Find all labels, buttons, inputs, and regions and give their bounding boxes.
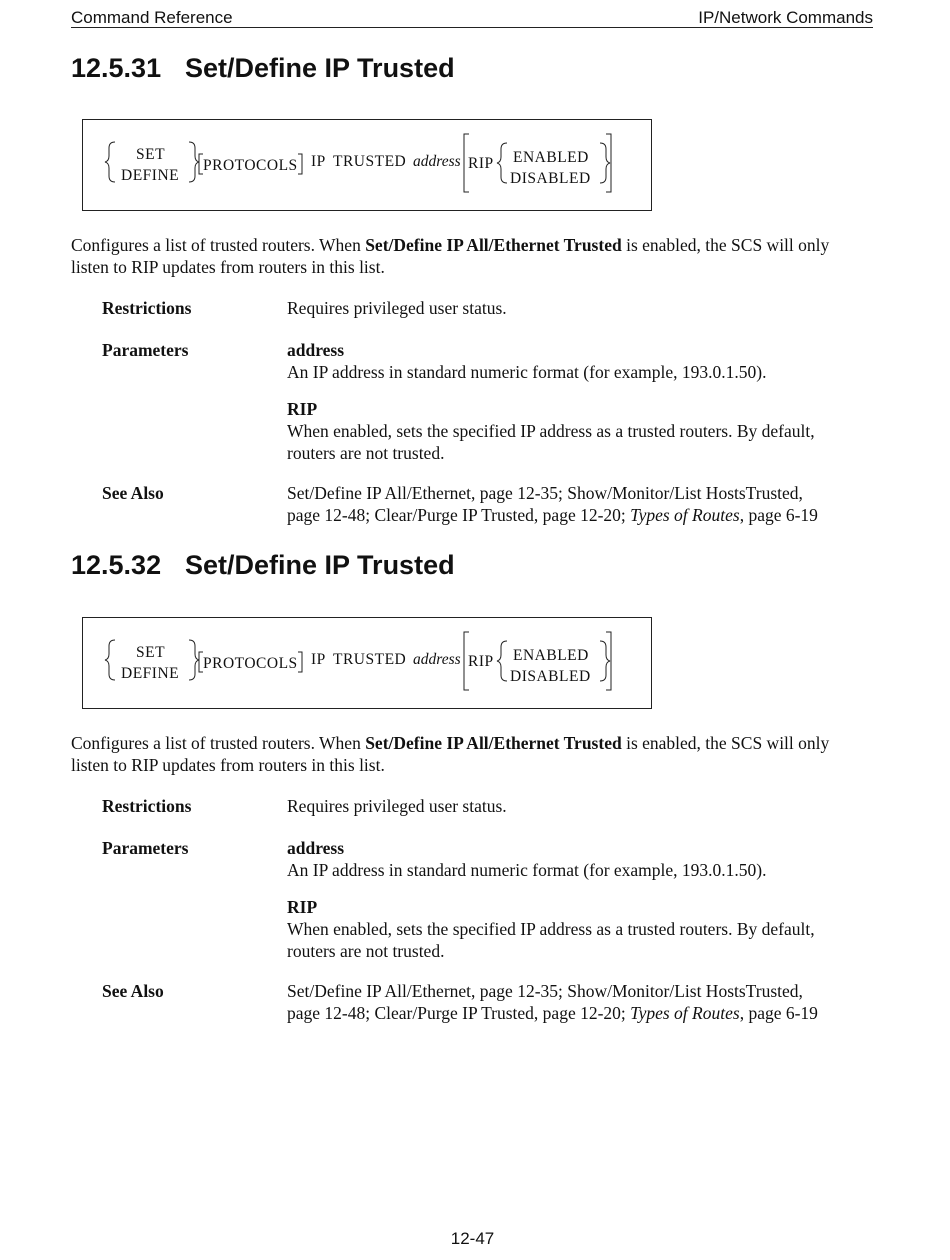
see-also-label: See Also [102, 483, 164, 503]
syntax-disabled: DISABLED [510, 170, 591, 187]
see-also-line2: page 12-48; Clear/Purge IP Trusted, page 12-20; [287, 1003, 631, 1023]
syntax-enabled: ENABLED [513, 647, 589, 664]
syntax-protocols: PROTOCOLS [203, 655, 298, 672]
section-title: Set/Define IP Trusted [185, 550, 455, 580]
restrictions-label: Restrictions [102, 796, 192, 816]
restrictions-label: Restrictions [102, 298, 192, 318]
see-also-line2: page 12-48; Clear/Purge IP Trusted, page 12-20; [287, 505, 631, 525]
parameter-description: An IP address in standard numeric format (for example, 193.0.1.50). [287, 362, 767, 382]
syntax-protocols: PROTOCOLS [203, 157, 298, 174]
syntax-box [82, 617, 652, 709]
restrictions-text: Requires privileged user status. [287, 298, 507, 318]
section-heading [71, 53, 881, 87]
syntax-address: address [413, 153, 461, 170]
parameter-name: RIP [287, 897, 318, 917]
desc-command: Set/Define IP All/Ethernet Trusted [365, 733, 622, 753]
syntax-trusted: TRUSTED [333, 651, 407, 668]
see-also-italic: Types of Routes [630, 505, 740, 525]
syntax-rip: RIP [468, 155, 494, 172]
restrictions-text: Requires privileged user status. [287, 796, 507, 816]
header-left: Command Reference [71, 8, 233, 27]
section-number: 12.5.31 [71, 53, 162, 83]
syntax-trusted: TRUSTED [333, 153, 407, 170]
see-also-line2-end: , page 6-19 [739, 505, 818, 525]
see-also-line1: Set/Define IP All/Ethernet, page 12-35; Show/Monitor/List HostsTrusted, [287, 981, 803, 1001]
syntax-ip: IP [311, 651, 326, 668]
syntax-address: address [413, 651, 461, 668]
desc-text-post: is enabled, the SCS will only [621, 733, 830, 753]
see-also-line1: Set/Define IP All/Ethernet, page 12-35; Show/Monitor/List HostsTrusted, [287, 483, 803, 503]
command-section-1 [71, 53, 881, 525]
section-description [71, 732, 879, 776]
desc-text-line2: listen to RIP updates from routers in this list. [71, 257, 385, 277]
parameter-address [287, 339, 887, 383]
parameters-label: Parameters [102, 340, 189, 360]
syntax-rip: RIP [468, 653, 494, 670]
see-also-label: See Also [102, 981, 164, 1001]
command-section-2 [71, 550, 881, 1023]
parameter-description-line1: When enabled, sets the specified IP address as a trusted routers. By default, [287, 421, 815, 441]
syntax-set: SET [136, 644, 166, 661]
header-right: IP/Network Commands [698, 8, 873, 27]
desc-text-pre: Configures a list of trusted routers. When [71, 235, 366, 255]
parameter-name: RIP [287, 399, 318, 419]
page-number: 12-47 [450, 1229, 495, 1248]
parameter-rip [287, 398, 887, 464]
desc-text-line2: listen to RIP updates from routers in this list. [71, 755, 385, 775]
syntax-define: DEFINE [121, 665, 180, 682]
section-title: Set/Define IP Trusted [185, 53, 455, 83]
section-description [71, 234, 879, 278]
parameter-description-line2: routers are not trusted. [287, 941, 445, 961]
desc-command: Set/Define IP All/Ethernet Trusted [365, 235, 622, 255]
desc-text-pre: Configures a list of trusted routers. When [71, 733, 366, 753]
parameter-address [287, 837, 887, 881]
section-number: 12.5.32 [71, 550, 162, 580]
syntax-set: SET [136, 146, 166, 163]
parameters-label: Parameters [102, 838, 189, 858]
parameter-description-line1: When enabled, sets the specified IP address as a trusted routers. By default, [287, 919, 815, 939]
see-also-italic: Types of Routes [630, 1003, 740, 1023]
syntax-disabled: DISABLED [510, 668, 591, 685]
parameter-name: address [287, 340, 345, 360]
parameter-description: An IP address in standard numeric format (for example, 193.0.1.50). [287, 860, 767, 880]
desc-text-post: is enabled, the SCS will only [621, 235, 830, 255]
see-also-line2-end: , page 6-19 [739, 1003, 818, 1023]
page-header [71, 7, 873, 28]
parameter-name: address [287, 838, 345, 858]
syntax-enabled: ENABLED [513, 149, 589, 166]
syntax-ip: IP [311, 153, 326, 170]
parameter-description-line2: routers are not trusted. [287, 443, 445, 463]
see-also-text [287, 482, 887, 526]
parameter-rip [287, 896, 887, 962]
section-heading [71, 550, 881, 584]
syntax-box [82, 119, 652, 211]
syntax-define: DEFINE [121, 167, 180, 184]
see-also-text [287, 980, 887, 1024]
